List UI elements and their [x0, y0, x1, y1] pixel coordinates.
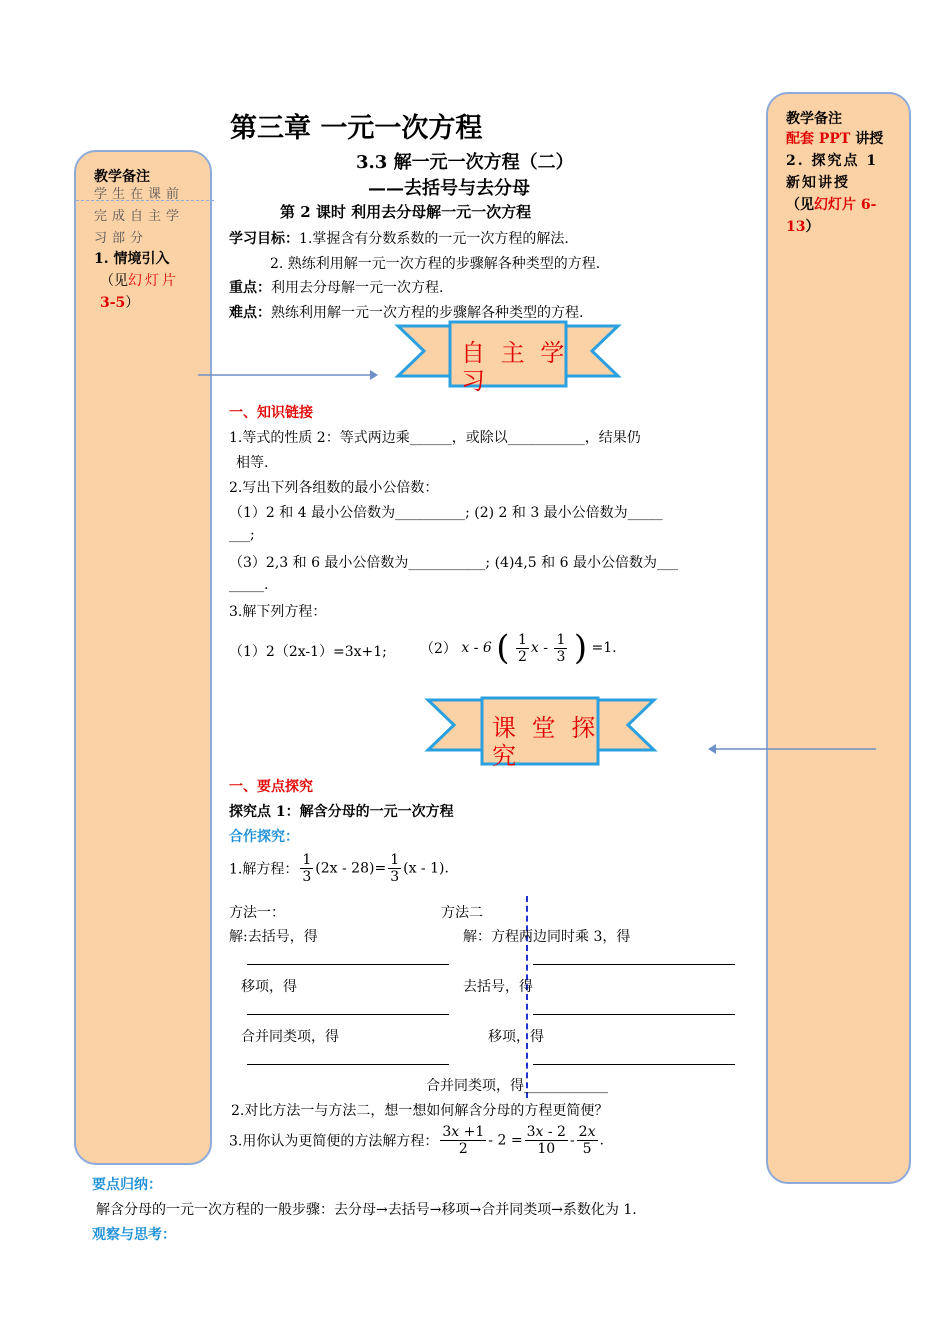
eq-left: (2x - 28) — [315, 860, 375, 877]
knowledge-q3-2-pre: x - 6 — [461, 640, 492, 656]
q3-mid1: - 2 = — [488, 1132, 523, 1149]
m1-step3: 合并同类项，得 — [241, 1029, 339, 1045]
right-note-close: ） — [805, 219, 820, 235]
right-note-slides: 幻灯片 6-13 — [786, 197, 877, 235]
m1-step2: 移项，得 — [241, 979, 297, 995]
m2-step4: 合并同类项，得____________ — [426, 1078, 608, 1094]
knowledge-q1: 1.等式的性质 2：等式两边乘______，或除以___________，结果仍 — [229, 430, 641, 446]
left-note-slide-range: 3-5 — [100, 295, 126, 311]
right-note-line1 — [786, 128, 883, 150]
eq-right: (x - 1). — [403, 860, 449, 877]
knowledge-q3-2-label: （2） — [420, 641, 457, 657]
eq-mid: = — [374, 860, 387, 877]
knowledge-q2b-cont: _____. — [229, 577, 269, 593]
observe-label: 观察与思考： — [92, 1227, 176, 1243]
left-note-title: 教学备注 — [94, 169, 150, 185]
key-point — [229, 277, 443, 297]
right-note-line2: 2. 探究点 1 新知讲授 — [786, 153, 879, 191]
objective-1 — [229, 228, 569, 248]
fraction-2x-over-5: $\frac{2x}{5}$ — [578, 1124, 596, 1157]
left-note-item: 1. 情境引入 — [94, 251, 170, 267]
arrow-left-icon — [706, 741, 878, 757]
key-label: 重点： — [229, 280, 271, 296]
var-x: x — [530, 640, 539, 656]
left-paren-icon: ( — [496, 628, 510, 668]
knowledge-q2: 2.写出下列各组数的最小公倍数： — [229, 480, 439, 496]
q3-end: . — [599, 1132, 604, 1149]
section-title: 3.3 解一元一次方程（二） — [356, 152, 574, 173]
solve-equation-1 — [229, 852, 449, 892]
m2-blank3 — [533, 1064, 735, 1065]
minus-sign: - — [538, 640, 553, 656]
knowledge-q2b: （3）2,3 和 6 最小公倍数为___________; (4)4,5 和 6 最小公倍数为___ — [229, 555, 678, 571]
solve-label: 1.解方程： — [229, 861, 299, 878]
m1-blank3 — [247, 1064, 449, 1065]
left-note-body: 学生在课前完成自主学习部分 — [94, 187, 185, 246]
left-teaching-note — [74, 150, 212, 1165]
objective-1-text: 1.掌握含有分数系数的一元一次方程的解法. — [299, 231, 569, 247]
q3-mid2: - — [569, 1132, 575, 1149]
banner-class-explore-text: 课 堂 探 究 — [492, 714, 600, 770]
method-two-label: 方法二 — [441, 905, 483, 921]
q3-label: 3.用你认为更简便的方法解方程： — [229, 1133, 439, 1150]
left-note-see: （见 — [100, 273, 128, 289]
m2-step2: 去括号，得 — [463, 979, 533, 995]
left-note-close: ） — [125, 295, 140, 311]
left-note-dashed-line — [76, 200, 214, 201]
m2-step3: 移项，得 — [488, 1029, 544, 1045]
right-note-lecture: 讲授 — [850, 131, 884, 147]
objective-2: 2. 熟练利用解一元一次方程的步骤解各种类型的方程. — [270, 256, 601, 272]
m2-blank2 — [533, 1014, 735, 1015]
knowledge-heading: 一、知识链接 — [229, 405, 313, 421]
summary-text: 解含分母的一元一次方程的一般步骤：去分母→去括号→移项→合并同类项→系数化为 1. — [96, 1202, 637, 1218]
m1-blank2 — [247, 1014, 449, 1015]
lesson-title: 第 2 课时 利用去分母解一元一次方程 — [280, 203, 532, 221]
m1-blank1 — [247, 964, 449, 965]
section-subtitle: ——去括号与去分母 — [368, 178, 530, 199]
m2-blank1 — [533, 964, 735, 965]
right-note-ppt: 配套 PPT — [786, 131, 851, 147]
knowledge-q3: 3.解下列方程： — [229, 604, 327, 620]
difficulty-label: 难点： — [229, 305, 271, 321]
right-note-see: （见 — [786, 197, 814, 213]
fraction-third-b: $\frac{1}{3}$ — [390, 852, 400, 885]
fraction-third-a: $\frac{1}{3}$ — [302, 852, 312, 885]
explore-q2: 2.对比方法一与方法二，想一想如何解含分母的方程更简便？ — [231, 1103, 609, 1119]
m1-step1: 解:去括号，得 — [229, 929, 318, 945]
fraction-3x-plus-1-over-2: $\frac{3x +1}{2}$ — [442, 1124, 485, 1157]
fraction-third: $\frac{1}{3}$ — [556, 631, 566, 665]
left-note-slides — [100, 270, 204, 314]
explore-point1: 探究点 1：解含分母的一元一次方程 — [229, 804, 454, 820]
key-text: 利用去分母解一元一次方程. — [271, 280, 444, 296]
summary-label: 要点归纳： — [92, 1177, 162, 1193]
objective-label: 学习目标： — [229, 231, 299, 247]
cooperative-explore: 合作探究： — [229, 829, 299, 845]
m2-step1: 解：方程两边同时乘 3，得 — [463, 929, 631, 945]
explore-q3 — [229, 1124, 604, 1168]
fraction-3x-minus-2-over-10: $\frac{3x - 2}{10}$ — [526, 1124, 566, 1157]
difficulty-text: 熟练利用解一元一次方程的步骤解各种类型的方程. — [271, 305, 584, 321]
right-note-line3 — [786, 194, 901, 238]
knowledge-q3-2-post: =1. — [591, 640, 617, 656]
left-note-slide-word: 幻灯片 — [128, 273, 179, 289]
chapter-title: 第三章 一元一次方程 — [230, 113, 483, 144]
method-one-label: 方法一： — [229, 905, 285, 921]
right-paren-icon: ) — [573, 628, 588, 668]
banner-self-study-text: 自 主 学 习 — [461, 339, 569, 395]
knowledge-q2a-cont: ___; — [229, 527, 255, 543]
right-teaching-note — [766, 92, 911, 1184]
explore-heading: 一、要点探究 — [229, 779, 313, 795]
right-note-title: 教学备注 — [786, 111, 842, 127]
knowledge-q3-2 — [420, 628, 617, 678]
knowledge-q2a: （1）2 和 4 最小公倍数为__________; (2) 2 和 3 最小公倍数为_____ — [229, 505, 663, 521]
knowledge-q1-cont: 相等. — [236, 455, 269, 471]
fraction-half: $\frac{1}{2}$ — [517, 631, 527, 665]
arrow-right-icon — [196, 367, 380, 383]
knowledge-q3-1: （1）2（2x-1）=3x+1; — [229, 644, 387, 660]
